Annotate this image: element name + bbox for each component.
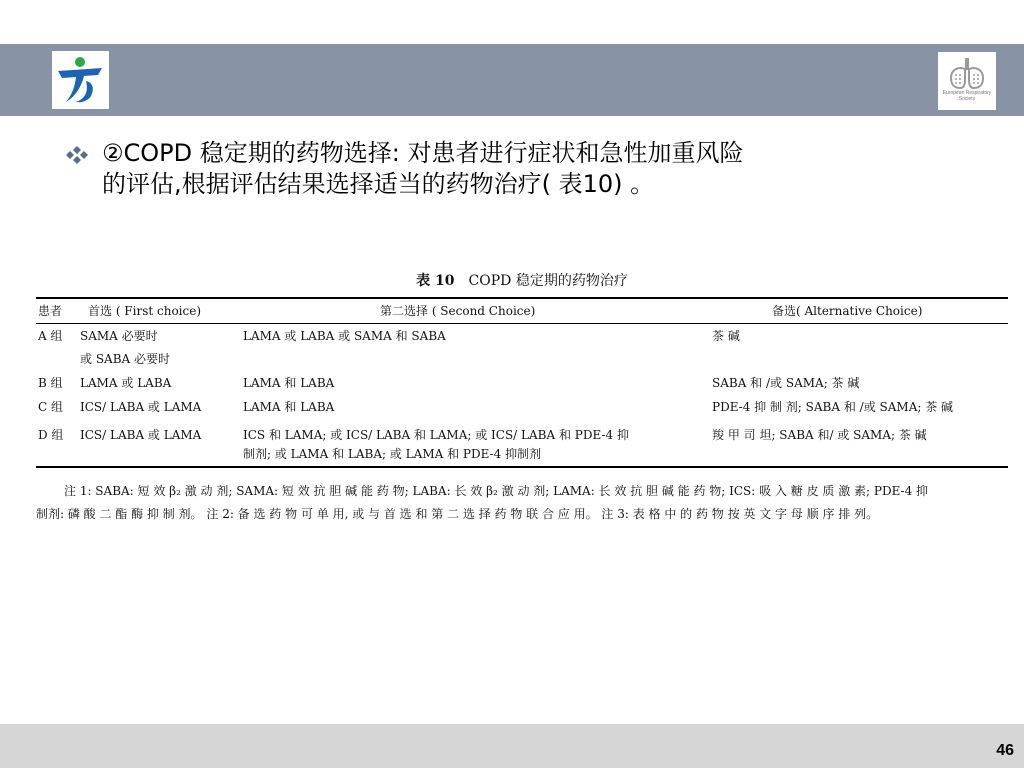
table-note [36,480,1016,526]
table-bottom-rule [36,466,1008,468]
header-first-choice: 首选 ( First choice) [88,304,202,318]
table-caption [0,270,1024,290]
table-note-line-1: 注 1: SABA: 短 效 β₂ 激 动 剂; SAMA: 短 效 抗 胆 碱 能 药 物; LABA: 长 效 β₂ 激 动 剂; LAMA: 长 效 抗 胆 碱 能 药 物; ICS: 吸 入 糖 皮 质 激 素; PDE-4 抑 [64,484,929,498]
row-a-second: LAMA 或 LABA 或 SAMA 和 SABA [243,329,446,343]
row-c-group: C 组 [38,400,63,414]
diamond-bullet-icon [66,146,88,164]
row-a-alternative: 茶 碱 [712,329,740,343]
table-top-rule [36,297,1008,299]
table-caption-number: 表 10 [416,273,455,289]
header-second-choice: 第二选择 ( Second Choice) [380,304,536,318]
table-note-line-2: 制剂: 磷 酸 二 酯 酶 抑 制 剂。 注 2: 备 选 药 物 可 单 用, 或 与 首 选 和 第 二 选 择 药 物 联 合 应 用。 注 3: 表 格 中 的 药 物 按 英 文 字 母 顺 序 排 列。 [36,507,879,521]
slide-heading [102,138,962,200]
row-c-first: ICS/ LABA 或 LAMA [80,400,202,414]
header-patient: 患者 [38,304,63,318]
row-a-first-2: 或 SABA 必要时 [80,352,171,366]
row-c-second: LAMA 和 LABA [243,400,335,414]
table-caption-title: COPD 稳定期的药物治疗 [468,273,628,289]
row-d-second-2: 制剂; 或 LAMA 和 LABA; 或 LAMA 和 PDE-4 抑制剂 [243,447,542,461]
table-header-rule [36,323,1008,324]
row-a-first: SAMA 必要时 [80,329,158,343]
row-d-first: ICS/ LABA 或 LAMA [80,428,202,442]
row-d-second: ICS 和 LAMA; 或 ICS/ LABA 和 LAMA; 或 ICS/ LABA 和 PDE-4 抑 [243,428,629,442]
row-a-group: A 组 [38,329,63,343]
row-b-first: LAMA 或 LABA [80,376,172,390]
row-d-alternative: 羧 甲 司 坦; SABA 和/ 或 SAMA; 茶 碱 [712,428,927,442]
footer-band [0,724,1024,768]
page-number: 46 [996,742,1014,759]
ers-lungs-logo-icon [938,52,996,110]
row-d-group: D 组 [38,428,64,442]
header-alternative-choice: 备选( Alternative Choice) [772,304,923,318]
heading-line-1: ②COPD 稳定期的药物选择: 对患者进行症状和急性加重风险 [102,139,744,167]
heading-line-2: 的评估,根据评估结果选择适当的药物治疗( 表10) 。 [102,170,655,198]
row-b-alternative: SABA 和 /或 SAMA; 茶 碱 [712,376,860,390]
hospital-logo-icon [52,51,109,109]
row-b-second: LAMA 和 LABA [243,376,335,390]
header-band [0,44,1024,116]
row-b-group: B 组 [38,376,63,390]
row-c-alternative: PDE-4 抑 制 剂; SABA 和 /或 SAMA; 茶 碱 [712,400,954,414]
ers-logo-caption: European Respiratory Society [942,90,992,102]
